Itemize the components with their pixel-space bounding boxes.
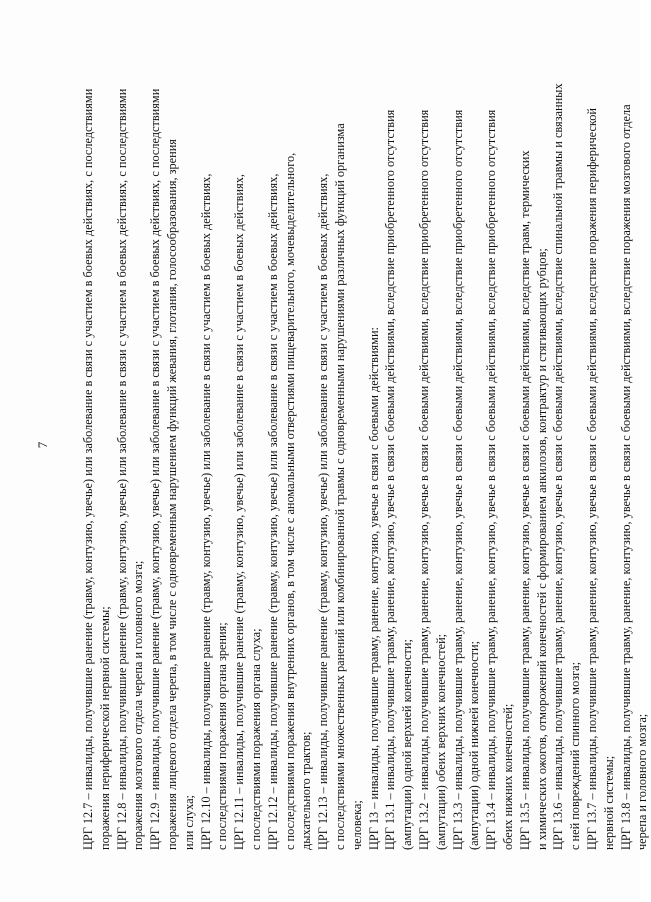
text-line: или слуха; bbox=[181, 795, 196, 850]
text-line: обеих нижних конечностей; bbox=[500, 703, 515, 850]
text-line: поражения периферической нервной системы; bbox=[97, 606, 112, 850]
text-line: ЦРГ 12.7 – инвалиды, получившие ранение (травму, контузию, увечье) или заболевание в связи с участием в боевых действиях, с последствиями bbox=[81, 88, 95, 850]
text-line: ЦРГ 13.1 – инвалиды, получившие травму, ранение, контузию, увечье в связи с боевыми действиями, вследствие приобретенного отсутствия bbox=[383, 109, 398, 850]
text-line: ЦРГ 13.7 – инвалиды, получившие травму, ранение, контузию, увечье в связи с боевыми действиями, вследствие поражения периферической bbox=[584, 108, 599, 850]
text-line: с последствиями поражения органа слуха; bbox=[248, 628, 263, 850]
text-line: (ампутации) одной верхней конечности; bbox=[400, 639, 415, 850]
text-line: ЦРГ 12.12 – инвалиды, получившие ранение (травму, контузию, увечье) или заболевание в связи с участием в боевых действиях, bbox=[265, 173, 280, 850]
text-line: с последствиями множественных ранений или комбинированной травмы с одновременными нарушениями различных функций организма bbox=[332, 123, 347, 850]
text-line: (ампутации) одной нижней конечности; bbox=[467, 640, 482, 850]
text-line: ЦРГ 12.10 – инвалиды, получившие ранение (травму, контузию, увечье) или заболевание в связи с участием в боевых действиях, bbox=[198, 173, 213, 850]
text-line: ЦРГ 12.8 – инвалиды, получившие ранение (травму, контузию, увечье) или заболевание в связи с участием в боевых действиях, с последствиями bbox=[114, 88, 129, 850]
text-line: ЦРГ 13.2 – инвалиды, получившие травму, ранение, контузию, увечье в связи с боевыми действиями, вследствие приобретенного отсутствия bbox=[416, 109, 431, 850]
text-line: нервной системы; bbox=[601, 755, 616, 850]
text-line: ЦРГ 13.6 – инвалиды, получившие травму, ранение, контузию, увечье в связи с боевыми действиями, вследствие спинальной травмы и связанных bbox=[551, 83, 566, 850]
text-line: человека; bbox=[349, 800, 364, 850]
text-line: ЦРГ 12.13 – инвалиды, получившие ранение (травму, контузию, увечье) или заболевание в связи с участием в боевых действиях, bbox=[316, 173, 331, 850]
text-line: и химических ожогов, отморожений конечностей с формированием анкилозов, контрактур и стягивающих рубцов; bbox=[534, 248, 549, 850]
text-line: с последствиями поражения органа зрения; bbox=[215, 622, 230, 850]
text-line: (ампутации) обеих верхних конечностей; bbox=[433, 633, 448, 850]
text-line: ЦРГ 13 – инвалиды, получившие травму, ранение, контузию, увечье в связи с боевыми действиями: bbox=[366, 327, 381, 850]
page-number: 7 bbox=[35, 441, 50, 449]
text-line: черепа и головного мозга; bbox=[635, 713, 650, 850]
text-line: с ней повреждений спинного мозга; bbox=[568, 662, 583, 850]
text-line: ЦРГ 13.3 – инвалиды, получившие травму, ранение, контузию, увечье в связи с боевыми действиями, вследствие приобретенного отсутствия bbox=[450, 109, 465, 850]
text-line: с последствиями поражения внутренних органов, в том числе с аномальными отверстиями пищеварительного, мочевыделительного, bbox=[282, 152, 297, 850]
text-line: ЦРГ 13.4 – инвалиды, получившие травму, ранение, контузию, увечье в связи с боевыми действиями, вследствие приобретенного отсутствия bbox=[484, 109, 499, 850]
text-line: ЦРГ 12.9 – инвалиды, получившие ранение (травму, контузию, увечье) или заболевание в связи с участием в боевых действиях, с последствиями bbox=[148, 88, 163, 850]
rotated-text-block bbox=[35, 42, 650, 850]
text-line: ЦРГ 12.11 – инвалиды, получившие ранение (травму, контузию, увечье) или заболевание в связи с участием в боевых действиях, bbox=[232, 174, 247, 850]
text-line: ЦРГ 13.8 – инвалиды, получившие травму, ранение, контузию, увечье в связи с боевыми действиями, вследствие поражения мозгового отдела bbox=[618, 104, 633, 850]
text-line: поражения лицевого отдела черепа, в том числе с одновременным нарушением функций жевания, глотания, голосообразования, зрения bbox=[164, 139, 179, 850]
text-lines bbox=[80, 42, 651, 850]
text-line: дыхательного трактов; bbox=[299, 731, 314, 850]
text-line: поражения мозгового отдела черепа и головного мозга; bbox=[131, 560, 146, 850]
text-line: ЦРГ 13.5 – инвалиды, получившие травму, ранение, контузию, увечье в связи с боевыми действиями, вследствие травм, термических bbox=[517, 150, 532, 850]
